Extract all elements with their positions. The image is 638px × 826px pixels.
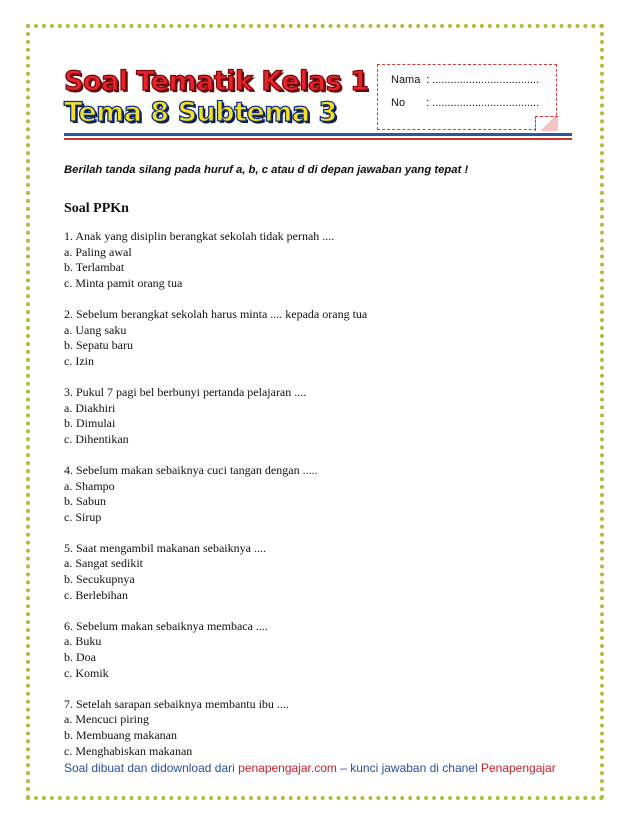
number-blank: : ................................... <box>426 97 540 109</box>
answer-option: b. Secukupnya <box>64 572 135 587</box>
question-7 <box>64 697 564 759</box>
header-rule-blue <box>64 133 572 136</box>
footer-text-1: Soal dibuat dan didownload dari <box>64 761 239 775</box>
title-line-2: Tema 8 Subtema 3 <box>64 97 337 128</box>
answer-option: a. Diakhiri <box>64 400 116 415</box>
question-text: 3. Pukul 7 pagi bel berbunyi pertanda pelajaran .... <box>64 384 307 399</box>
question-text: 1. Anak yang disiplin berangkat sekolah tidak pernah .... <box>64 229 335 243</box>
instruction-text: Berilah tanda silang pada huruf a, b, c atau d di depan jawaban yang tepat ! <box>64 164 469 176</box>
page-curl-decoration <box>535 116 558 131</box>
name-row <box>391 74 539 86</box>
footer-channel-link[interactable]: Penapengajar <box>480 761 556 775</box>
name-blank: : ................................... <box>426 74 540 86</box>
answer-option: b. Dimulai <box>64 416 116 431</box>
answer-option: c. Sirup <box>64 509 102 524</box>
question-text: 2. Sebelum berangkat sekolah harus minta .... kepada orang tua <box>64 306 368 321</box>
answer-option: a. Uang saku <box>64 322 127 337</box>
question-5 <box>64 541 564 603</box>
number-row <box>391 97 539 109</box>
answer-option: c. Minta pamit orang tua <box>64 275 183 290</box>
number-label: No <box>391 97 406 109</box>
answer-option: c. Berlebihan <box>64 587 128 602</box>
question-list <box>64 229 564 775</box>
answer-option: b. Membuang makanan <box>64 728 177 742</box>
answer-option: c. Menghabiskan makanan <box>64 743 193 758</box>
question-text: 7. Setelah sarapan sebaiknya membantu ibu .... <box>64 696 289 711</box>
answer-option: a. Buku <box>64 634 102 649</box>
student-identity-box <box>377 64 557 130</box>
question-6 <box>64 619 564 681</box>
question-4 <box>64 463 564 525</box>
question-text: 6. Sebelum makan sebaiknya membaca .... <box>64 618 268 633</box>
answer-option: a. Mencuci piring <box>64 712 149 727</box>
worksheet-title <box>64 66 368 128</box>
header-rule-red <box>64 138 572 140</box>
answer-option: c. Komik <box>64 665 109 680</box>
question-text: 5. Saat mengambil makanan sebaiknya .... <box>64 540 266 555</box>
answer-option: b. Doa <box>64 650 96 665</box>
title-line-1: Soal Tematik Kelas 1 <box>64 66 369 97</box>
question-text: 4. Sebelum makan sebaiknya cuci tangan dengan ..... <box>64 462 318 477</box>
answer-option: b. Sabun <box>64 494 106 509</box>
name-label: Nama <box>391 74 421 86</box>
answer-option: b. Terlambat <box>64 260 125 275</box>
answer-option: b. Sepatu baru <box>64 338 133 353</box>
footer-credit <box>64 761 556 775</box>
answer-option: c. Dihentikan <box>64 431 129 446</box>
question-2 <box>64 307 564 369</box>
answer-option: a. Paling awal <box>64 244 132 259</box>
footer-text-2: – kunci jawaban di chanel <box>336 761 481 775</box>
footer-site-link[interactable]: penapengajar.com <box>238 761 337 775</box>
answer-option: a. Sangat sedikit <box>64 556 143 571</box>
question-1 <box>64 229 564 291</box>
section-title: Soal PPKn <box>64 201 129 216</box>
answer-option: c. Izin <box>64 353 94 368</box>
question-3 <box>64 385 564 447</box>
answer-option: a. Shampo <box>64 478 115 493</box>
